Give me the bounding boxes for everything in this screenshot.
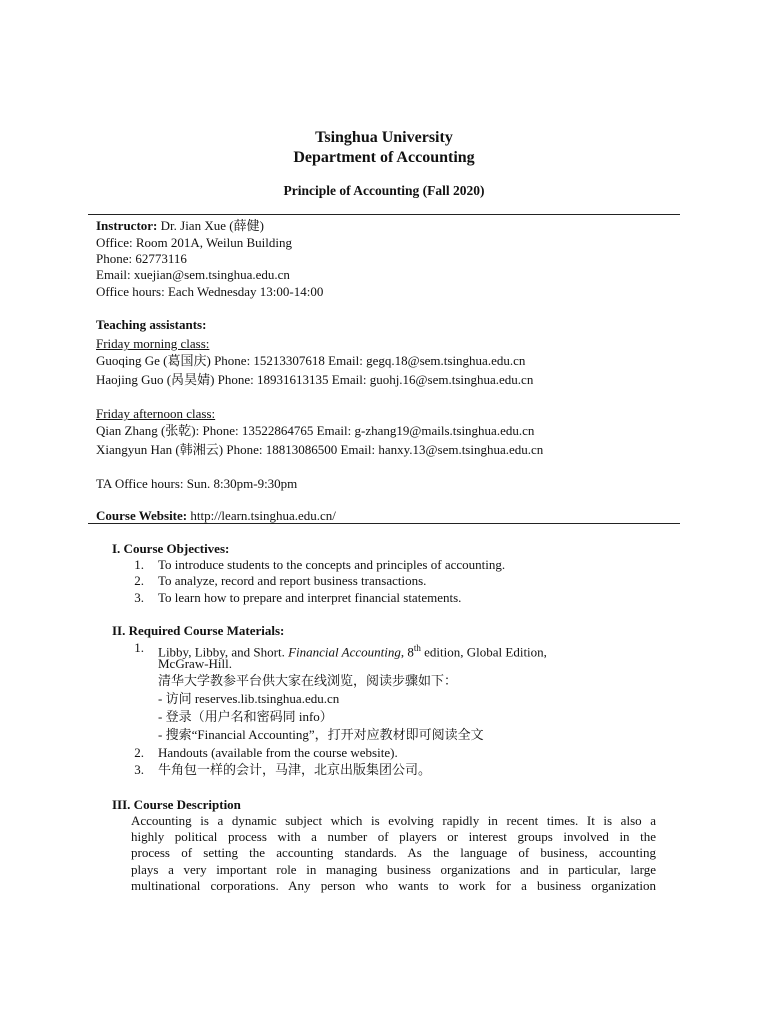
bottom-divider — [88, 523, 680, 524]
ta-afternoon-row: Qian Zhang (张乾): Phone: 13522864765 Email: g-zhang19@mails.tsinghua.edu.cn — [96, 423, 535, 438]
textbook-title: Financial Accounting — [288, 644, 401, 660]
textbook-edition-prefix: , 8 — [400, 644, 414, 660]
access-step: - 搜索“Financial Accounting”，打开对应教材即可阅读全文 — [158, 727, 484, 742]
university-title: Tsinghua University — [315, 129, 453, 146]
department-title: Department of Accounting — [293, 149, 475, 166]
access-step: - 登录（用户名和密码同 info） — [158, 709, 333, 724]
ta-afternoon-label: Friday afternoon class: — [96, 406, 216, 421]
objective-item: To introduce students to the concepts and principles of accounting. — [158, 557, 506, 572]
textbook-edition-suffix: edition, Global Edition, — [420, 644, 547, 660]
material-number: 2. — [134, 745, 144, 760]
objective-number: 3. — [134, 590, 144, 605]
ta-morning-row: Guoqing Ge (葛国庆) Phone: 15213307618 Email: gegq.18@sem.tsinghua.edu.cn — [96, 353, 526, 368]
material-item-handouts: Handouts (available from the course website). — [158, 745, 398, 760]
instructor-label: Instructor: — [96, 218, 158, 233]
course-website-line — [96, 508, 336, 524]
ta-morning-label: Friday morning class: — [96, 336, 210, 351]
ta-morning-row: Haojing Guo (呙昊婧) Phone: 18931613135 Email: guohj.16@sem.tsinghua.edu.cn — [96, 372, 534, 387]
material-item-reference: 牛角包一样的会计，马津，北京出版集团公司。 — [158, 762, 432, 777]
access-step: - 访问 reserves.lib.tsinghua.edu.cn — [158, 691, 340, 706]
description-heading: III. Course Description — [112, 797, 241, 812]
objective-item: To learn how to prepare and interpret financial statements. — [158, 590, 462, 605]
description-paragraph — [131, 813, 656, 894]
objective-number: 2. — [134, 573, 144, 588]
textbook-publisher: McGraw-Hill. — [158, 656, 233, 671]
instructor-line — [96, 218, 264, 234]
instructor-office-hours: Office hours: Each Wednesday 13:00-14:00 — [96, 284, 324, 299]
textbook-online-note: 清华大学教参平台供大家在线浏览，阅读步骤如下： — [158, 673, 458, 688]
description-line: plays a very important role in managing business organizations and in particular, large — [131, 861, 656, 877]
material-number: 1. — [134, 640, 144, 655]
description-line: process of setting the accounting standards. As the language of business, accounting — [131, 845, 656, 861]
description-line: highly political process with a number of players or interest groups involved in the — [131, 829, 656, 845]
materials-heading: II. Required Course Materials: — [112, 623, 285, 638]
material-number: 3. — [134, 762, 144, 777]
textbook-edition-sup: th — [413, 643, 421, 653]
description-line: multinational corporations. Any person who wants to work for a business organization — [131, 877, 656, 893]
course-website-link[interactable]: http://learn.tsinghua.edu.cn/ — [190, 508, 336, 523]
course-website-label: Course Website: — [96, 508, 188, 523]
instructor-phone: Phone: 62773116 — [96, 251, 187, 266]
instructor-email: Email: xuejian@sem.tsinghua.edu.cn — [96, 267, 290, 282]
objectives-heading: I. Course Objectives: — [112, 541, 230, 556]
ta-office-hours: TA Office hours: Sun. 8:30pm-9:30pm — [96, 476, 298, 491]
objective-number: 1. — [134, 557, 144, 572]
objective-item: To analyze, record and report business transactions. — [158, 573, 427, 588]
instructor-name: Dr. Jian Xue (薛健) — [160, 218, 264, 233]
ta-heading: Teaching assistants: — [96, 317, 207, 332]
course-title: Principle of Accounting (Fall 2020) — [283, 183, 485, 198]
instructor-office: Office: Room 201A, Weilun Building — [96, 235, 292, 250]
description-line: Accounting is a dynamic subject which is evolving rapidly in recent times. It is also a — [131, 813, 656, 828]
ta-afternoon-row: Xiangyun Han (韩湘云) Phone: 18813086500 Email: hanxy.13@sem.tsinghua.edu.cn — [96, 442, 544, 457]
top-divider — [88, 214, 680, 215]
textbook-authors: Libby, Libby, and Short. — [158, 644, 289, 660]
